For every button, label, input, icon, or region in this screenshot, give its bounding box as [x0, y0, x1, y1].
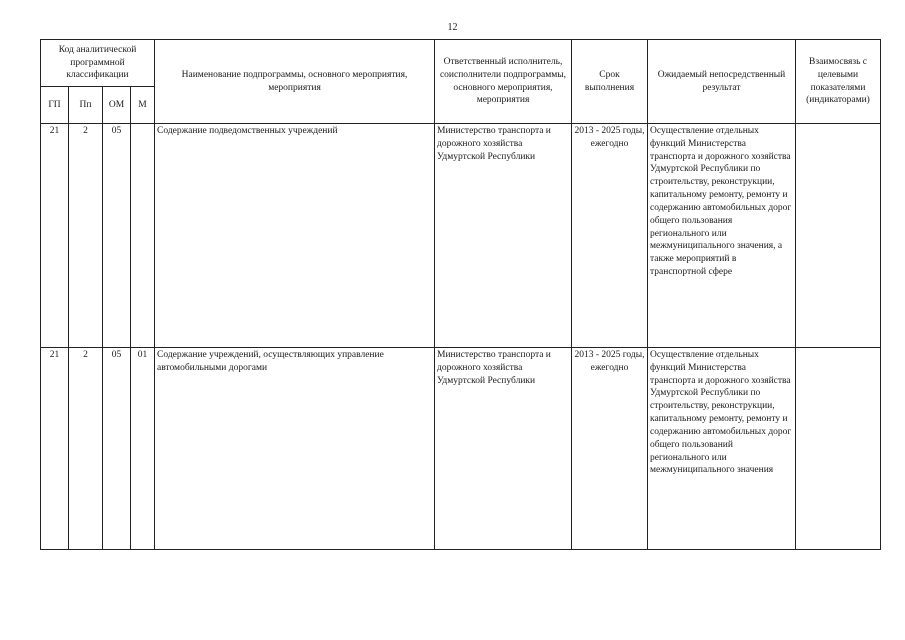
cell-link [796, 124, 881, 348]
cell-gp: 21 [41, 348, 69, 550]
cell-responsible: Министерство транспорта и дорожного хозяйства Удмуртской Республики [435, 124, 572, 348]
header-name: Наименование подпрограммы, основного мероприятия, мероприятия [155, 40, 435, 124]
cell-gp: 21 [41, 124, 69, 348]
program-table [40, 39, 881, 550]
header-gp: ГП [41, 87, 69, 124]
cell-m [131, 124, 155, 348]
header-term: Срок выполнения [572, 40, 648, 124]
cell-name: Содержание учреждений, осуществляющих управление автомобильными дорогами [155, 348, 435, 550]
cell-responsible: Министерство транспорта и дорожного хозяйства Удмуртской Республики [435, 348, 572, 550]
cell-om: 05 [103, 348, 131, 550]
cell-name: Содержание подведомственных учреждений [155, 124, 435, 348]
header-code-group: Код аналитической программной классификации [41, 40, 155, 87]
cell-result: Осуществление отдельных функций Министерства транспорта и дорожного хозяйства Удмуртской Республики по строительству, реконструкции, капитальному ремонту, ремонту и содержанию автомобильных дорог общего пользования регионального или межмуниципального значения, а также мероприятий в транспортной сфере [648, 124, 796, 348]
cell-term: 2013 - 2025 годы, ежегодно [572, 124, 648, 348]
cell-link [796, 348, 881, 550]
header-responsible: Ответственный исполнитель, соисполнители подпрограммы, основного мероприятия, мероприятия [435, 40, 572, 124]
cell-pp: 2 [69, 348, 103, 550]
header-pp: Пп [69, 87, 103, 124]
cell-m: 01 [131, 348, 155, 550]
header-result: Ожидаемый непосредственный результат [648, 40, 796, 124]
cell-result: Осуществление отдельных функций Министерства транспорта и дорожного хозяйства Удмуртской Республики по строительству, реконструкции, капитальному ремонту, ремонту и содержанию автомобильных дорог общего пользований регионального или межмуниципального значения [648, 348, 796, 550]
cell-term: 2013 - 2025 годы, ежегодно [572, 348, 648, 550]
cell-pp: 2 [69, 124, 103, 348]
cell-om: 05 [103, 124, 131, 348]
page-number: 12 [447, 22, 458, 33]
header-link: Взаимосвязь с целевыми показателями (индикаторами) [796, 40, 881, 124]
table-row [41, 124, 881, 348]
header-om: ОМ [103, 87, 131, 124]
header-m: М [131, 87, 155, 124]
table-row [41, 348, 881, 550]
